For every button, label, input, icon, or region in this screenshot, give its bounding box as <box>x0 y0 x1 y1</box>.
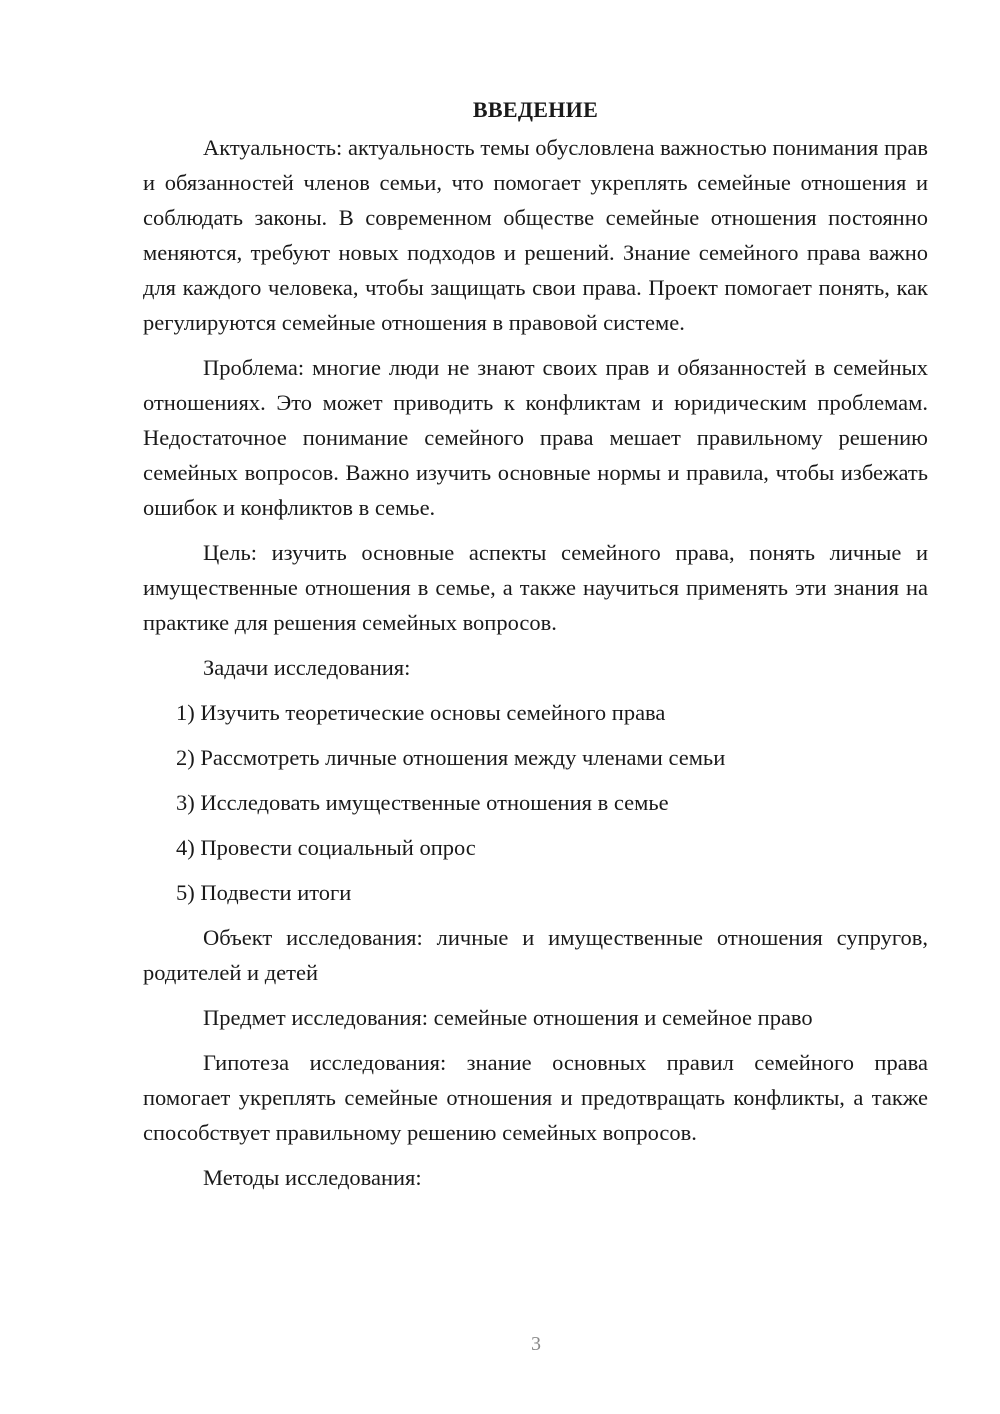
paragraph-problem: Проблема: многие люди не знают своих прав и обязанностей в семейных отношениях. Это может приводить к конфликтам и юридическим проблемам. Недостаточное понимание семейного права мешает правильному решению семейных вопросов. Важно изучить основные нормы и правила, чтобы избежать ошибок и конфликтов в семье. <box>143 355 928 520</box>
list-item: 4) Провести социальный опрос <box>176 835 476 860</box>
paragraph-subject: Предмет исследования: семейные отношения и семейное право <box>203 1005 813 1030</box>
paragraph-relevance: Актуальность: актуальность темы обусловлена важностью понимания прав и обязанностей членов семьи, что помогает укреплять семейные отношения и соблюдать законы. В современном обществе семейные отношения постоянно меняются, требуют новых подходов и решений. Знание семейного права важно для каждого человека, чтобы защищать свои права. Проект помогает понять, как регулируются семейные отношения в правовой системе. <box>143 135 928 335</box>
list-item: 2) Рассмотреть личные отношения между членами семьи <box>176 745 726 770</box>
page-number: 3 <box>531 1333 541 1355</box>
tasks-heading: Задачи исследования: <box>203 655 411 680</box>
list-item: 1) Изучить теоретические основы семейного права <box>176 700 666 725</box>
paragraph-goal: Цель: изучить основные аспекты семейного права, понять личные и имущественные отношения в семье, а также научиться применять эти знания на практике для решения семейных вопросов. <box>143 540 928 635</box>
tasks-list <box>143 695 928 910</box>
page-title: ВВЕДЕНИЕ <box>472 97 599 122</box>
paragraph-hypothesis: Гипотеза исследования: знание основных правил семейного права помогает укреплять семейные отношения и предотвращать конфликты, а также способствует правильному решению семейных вопросов. <box>143 1050 928 1145</box>
paragraph-object: Объект исследования: личные и имущественные отношения супругов, родителей и детей <box>143 925 928 985</box>
list-item: 5) Подвести итоги <box>176 880 352 905</box>
document-page <box>143 92 928 1205</box>
list-item: 3) Исследовать имущественные отношения в семье <box>176 790 669 815</box>
methods-heading: Методы исследования: <box>203 1165 422 1190</box>
